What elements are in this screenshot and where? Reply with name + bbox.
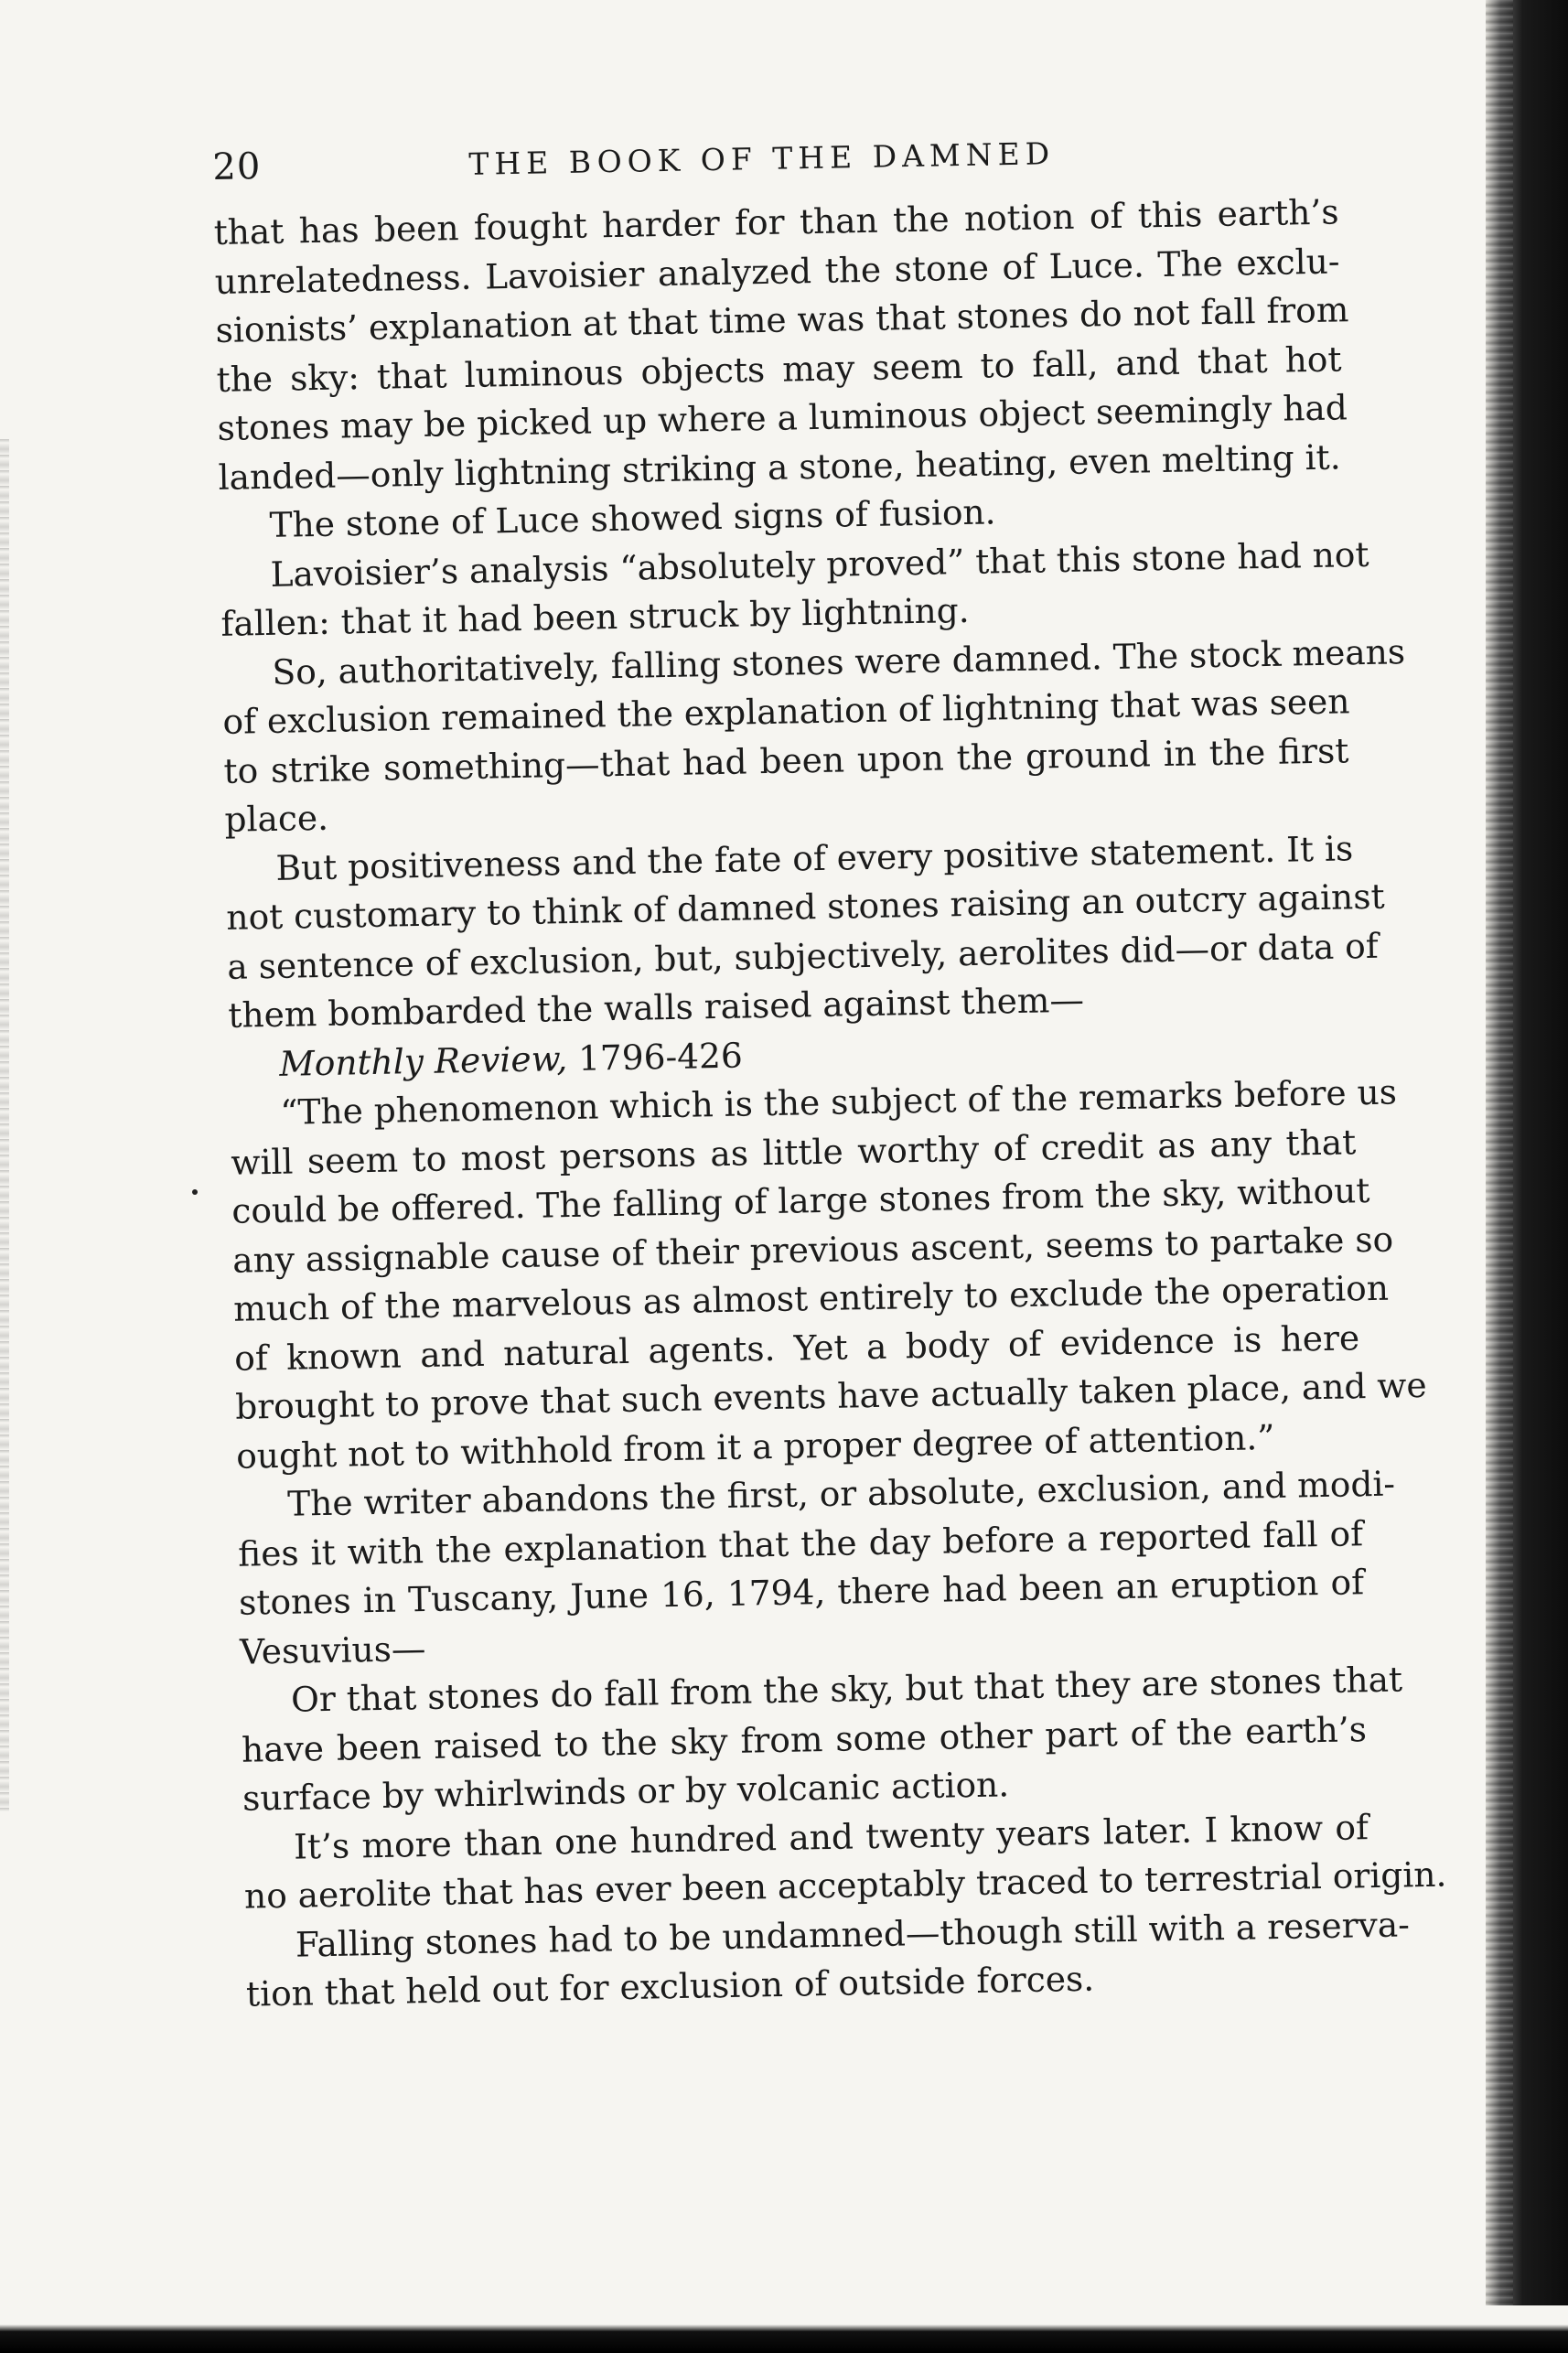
scan-margin-shadow — [0, 439, 9, 1811]
text-line: could be offered. The falling of large stones from the sky, without — [231, 1170, 1370, 1231]
scan-bottom-edge — [0, 2305, 1568, 2353]
text-block — [212, 125, 1447, 2019]
text-line: not customary to think of damned stones raising an outcry against — [226, 876, 1385, 938]
citation-reference: 1796-426 — [566, 1035, 744, 1079]
stray-ink-dot — [192, 1189, 198, 1195]
text-line: So, authoritatively, falling stones were damned. The stock means — [272, 630, 1406, 693]
text-line: that has been fought harder for than the notion of this earth’s — [213, 191, 1339, 252]
text-line: of exclusion remained the explanation of lightning that was seen — [222, 681, 1350, 742]
text-line: them bombarded the walls raised against them— — [228, 979, 1085, 1036]
text-line: landed—only lightning striking a stone, heating, even melting it. — [218, 435, 1341, 498]
text-line: surface by whirlwinds or by volcanic action. — [242, 1764, 1010, 1819]
text-line: ought not to withhold from it a proper degree of attention.” — [235, 1416, 1275, 1477]
text-line: the sky: that luminous objects may seem to fall, and that hot — [216, 338, 1342, 400]
text-line: much of the marvelous as almost entirely to exclude the operation — [232, 1267, 1390, 1329]
body-text — [213, 188, 1447, 2019]
text-line: Lavoisier’s analysis “absolutely proved” that this stone had not — [270, 533, 1369, 595]
text-line: tion that held out for exclusion of outside forces. — [245, 1958, 1095, 2015]
text-line: a sentence of exclusion, but, subjectively, aerolites did—or data of — [227, 925, 1380, 987]
text-line: But positiveness and the fate of every positive statement. It is — [275, 827, 1354, 888]
text-line: Falling stones had to be undamned—though still with a reserva- — [295, 1903, 1411, 1965]
text-line: place. — [224, 797, 329, 840]
text-line: Or that stones do fall from the sky, but that they are stones that — [290, 1659, 1403, 1720]
text-line: of known and natural agents. Yet a body of evidence is here — [233, 1316, 1360, 1379]
citation-title: Monthly Review, — [278, 1037, 568, 1084]
text-line: It’s more than one hundred and twenty years later. I know of — [293, 1806, 1369, 1867]
text-line: stones in Tuscany, June 16, 1794, there had been an eruption of — [238, 1562, 1365, 1623]
text-line: any assignable cause of their previous ascent, seems to partake so — [231, 1219, 1394, 1281]
text-line: “The phenomenon which is the subject of the remarks before us — [279, 1071, 1398, 1133]
text-line: fies it with the explanation that the day before a reported fall of — [237, 1512, 1364, 1574]
text-line: stones may be picked up where a luminous object seemingly had — [217, 387, 1348, 448]
text-line: fallen: that it had been struck by lightning. — [220, 589, 970, 644]
text-line: unrelatedness. Lavoisier analyzed the stone of Luce. The exclu- — [214, 240, 1340, 302]
text-line: will seem to most persons as little worthy of credit as any that — [230, 1121, 1357, 1183]
page-number: 20 — [212, 145, 262, 188]
scan-spine-speckle — [1486, 0, 1513, 2353]
text-line: no aerolite that has ever been acceptably traced to terrestrial origin. — [243, 1853, 1447, 1917]
text-line: sionists’ explanation at that time was that stones do not fall from — [215, 289, 1349, 350]
text-line: The stone of Luce showed signs of fusion. — [269, 491, 996, 545]
text-line: have been raised to the sky from some other part of the earth’s — [241, 1708, 1368, 1770]
text-line: The writer abandons the first, or absolute, exclusion, and modi- — [286, 1463, 1396, 1524]
text-line: Vesuvius— — [239, 1628, 426, 1672]
text-line: brought to prove that such events have actually taken place, and we — [234, 1364, 1427, 1427]
running-title: THE BOOK OF THE DAMNED — [468, 135, 1056, 182]
text-line: to strike something—that had been upon the ground in the first — [223, 729, 1349, 791]
